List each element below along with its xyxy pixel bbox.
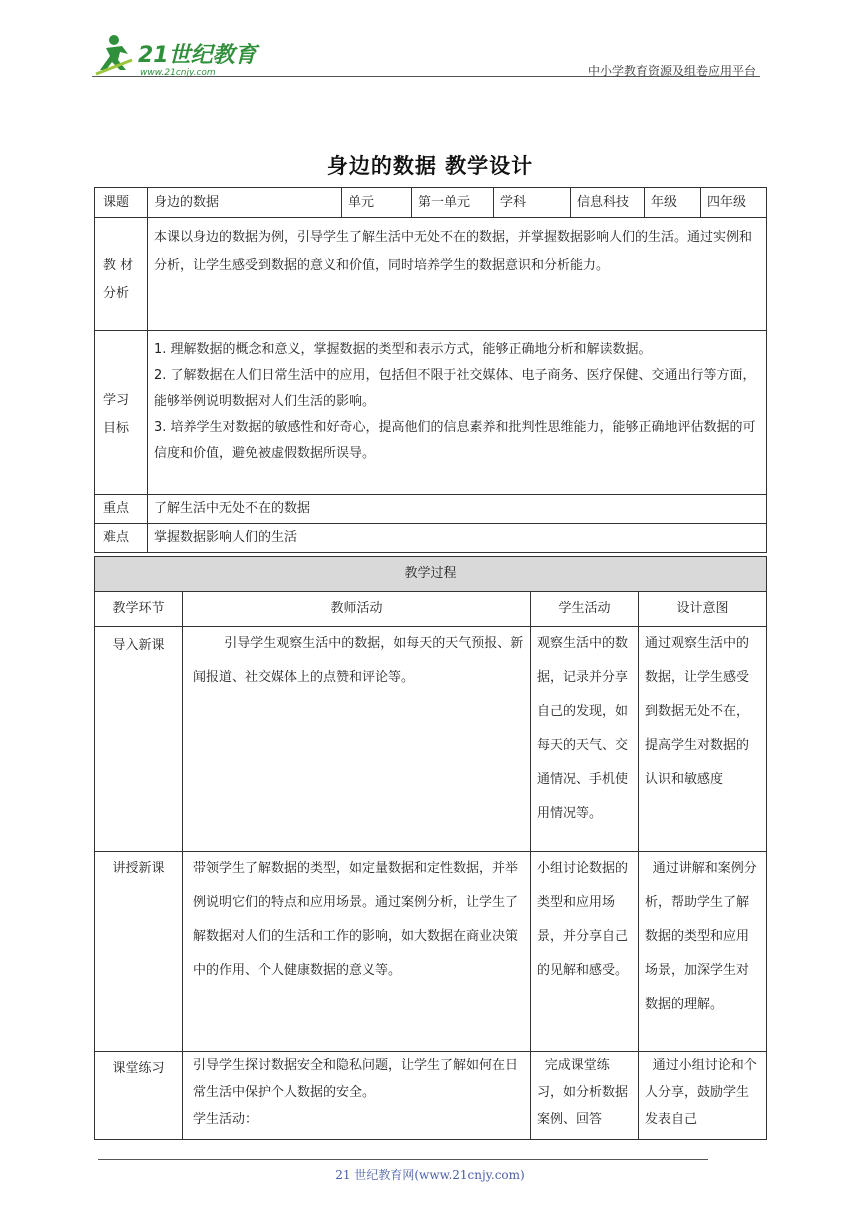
- difficulty-label: 难点: [95, 524, 148, 553]
- topic-label: 课题: [95, 188, 148, 218]
- info-row-basic: [95, 188, 767, 218]
- logo-url: www.21cnjy.com: [140, 68, 216, 78]
- process-banner-row: [95, 557, 767, 592]
- unit-value: 第一单元: [412, 188, 494, 218]
- header-divider: [92, 76, 760, 77]
- row-teacher: [183, 1052, 531, 1140]
- table-row: [95, 852, 767, 1052]
- row-teacher: 引导学生观察生活中的数据，如每天的天气预报、新闻报道、社交媒体上的点赞和评论等。: [183, 627, 531, 852]
- header-student: 学生活动: [531, 592, 639, 627]
- row-teacher-extra: 学生活动：: [193, 1112, 259, 1127]
- logo-text: 21世纪教育: [138, 43, 257, 68]
- row-student: 观察生活中的数据，记录并分享自己的发现，如每天的天气、交通情况、手机使用情况等。: [531, 627, 639, 852]
- subject-label: 学科: [494, 188, 571, 218]
- grade-value: 四年级: [701, 188, 767, 218]
- row-stage: 导入新课: [95, 627, 183, 852]
- process-header-row: [95, 592, 767, 627]
- objective-item: 3. 培养学生对数据的敏感性和好奇心，提高他们的信息素养和批判性思维能力，能够正确地评估数据的可信度和价值，避免被虚假数据所误导。: [154, 420, 756, 461]
- analysis-label: 教 材分析: [95, 218, 148, 331]
- info-row-analysis: [95, 218, 767, 331]
- info-row-objectives: [95, 331, 767, 495]
- difficulty-value: 掌握数据影响人们的生活: [148, 524, 767, 553]
- key-label: 重点: [95, 495, 148, 524]
- info-row-difficulty: [95, 524, 767, 553]
- row-teacher: 带领学生了解数据的类型，如定量数据和定性数据，并举例说明它们的特点和应用场景。通过案例分析，让学生了解数据对人们的生活和工作的影响，如大数据在商业决策中的作用、个人健康数据的意义等。: [183, 852, 531, 1052]
- platform-name: 中小学教育资源及组卷应用平台: [587, 64, 756, 78]
- topic-value: 身边的数据: [148, 188, 342, 218]
- table-row: [95, 627, 767, 852]
- row-intent: 通过小组讨论和个人分享，鼓励学生发表自己: [639, 1052, 767, 1140]
- row-intent: 通过讲解和案例分析，帮助学生了解数据的类型和应用场景，加深学生对数据的理解。: [639, 852, 767, 1052]
- objectives-list: [148, 331, 767, 495]
- header-intent: 设计意图: [639, 592, 767, 627]
- unit-label: 单元: [342, 188, 412, 218]
- objective-item: 2. 了解数据在人们日常生活中的应用，包括但不限于社交媒体、电子商务、医疗保健、交通出行等方面，能够举例说明数据对人们生活的影响。: [154, 368, 756, 409]
- process-table: [94, 556, 767, 1140]
- process-banner: 教学过程: [95, 557, 767, 592]
- objectives-label: 学习目标: [95, 331, 148, 495]
- row-intent: 通过观察生活中的数据，让学生感受到数据无处不在，提高学生对数据的认识和敏感度: [639, 627, 767, 852]
- row-student: 完成课堂练习，如分析数据案例、回答: [531, 1052, 639, 1140]
- header-teacher: 教师活动: [183, 592, 531, 627]
- key-value: 了解生活中无处不在的数据: [148, 495, 767, 524]
- header-stage: 教学环节: [95, 592, 183, 627]
- logo: [92, 30, 262, 82]
- footer-divider: [98, 1159, 708, 1160]
- row-stage: 讲授新课: [95, 852, 183, 1052]
- logo-runner-head-icon: [109, 35, 119, 45]
- row-teacher-text: 引导学生探讨数据安全和隐私问题，让学生了解如何在日常生活中保护个人数据的安全。: [193, 1058, 519, 1100]
- row-student: 小组讨论数据的类型和应用场景，并分享自己的见解和感受。: [531, 852, 639, 1052]
- row-stage: 课堂练习: [95, 1052, 183, 1140]
- info-table: [94, 187, 767, 553]
- grade-label: 年级: [645, 188, 701, 218]
- objective-item: 1. 理解数据的概念和意义，掌握数据的类型和表示方式，能够正确地分析和解读数据。: [154, 342, 652, 357]
- analysis-text: 本课以身边的数据为例，引导学生了解生活中无处不在的数据，并掌握数据影响人们的生活。通过实例和分析，让学生感受到数据的意义和价值，同时培养学生的数据意识和分析能力。: [148, 218, 767, 331]
- subject-value: 信息科技: [571, 188, 645, 218]
- document-title: 身边的数据 教学设计: [326, 154, 534, 178]
- info-row-key: [95, 495, 767, 524]
- page-header: [92, 30, 762, 82]
- footer-text: 21 世纪教育网(www.21cnjy.com): [335, 1168, 525, 1182]
- table-row: [95, 1052, 767, 1140]
